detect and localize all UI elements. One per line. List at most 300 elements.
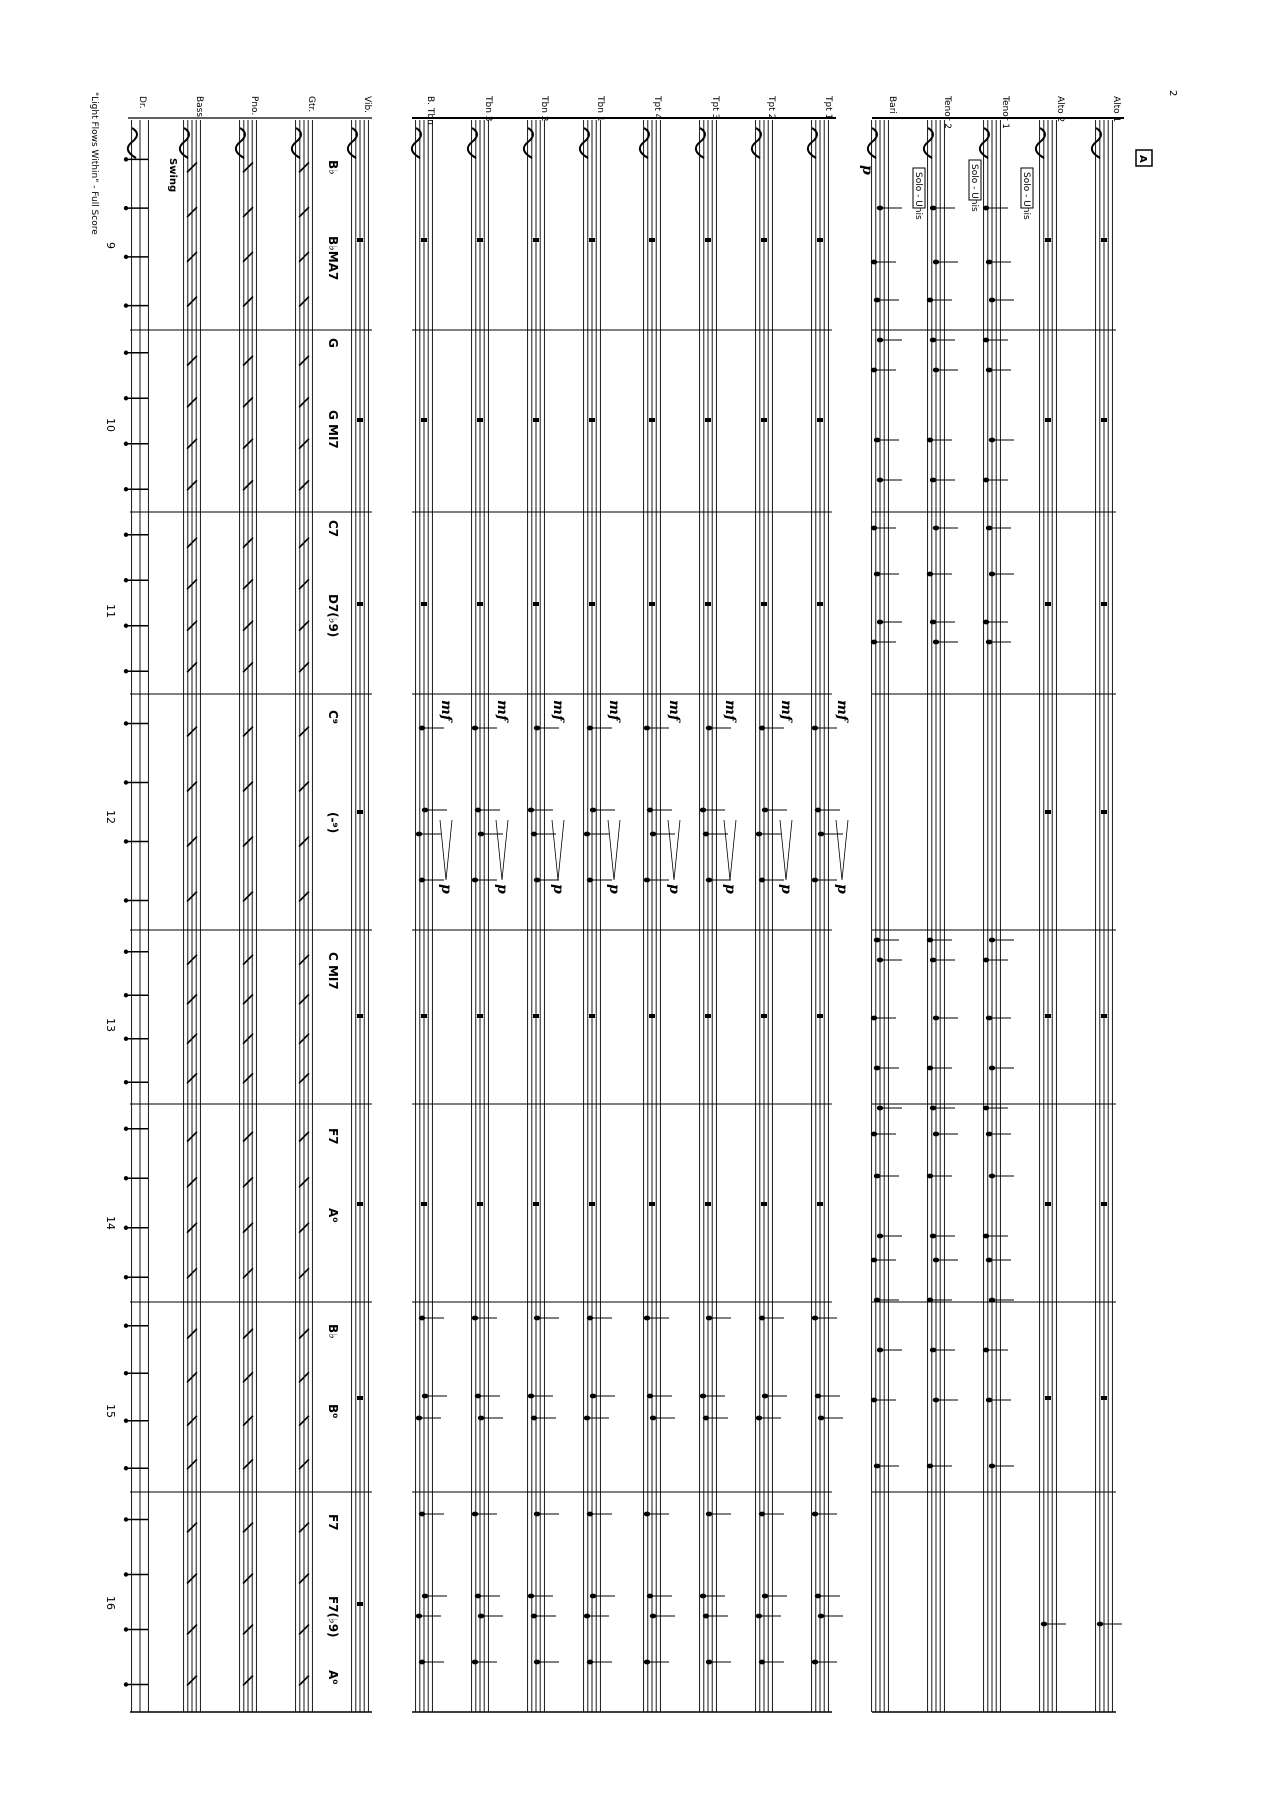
notehead bbox=[871, 640, 877, 645]
chord-symbol: F7 bbox=[326, 1514, 340, 1531]
staff-label-tpt-2: Tpt 2 bbox=[766, 96, 776, 120]
drum-notehead bbox=[124, 1080, 128, 1084]
staff-label-tbn-3: Tbn 3 bbox=[483, 96, 493, 122]
dynamic-mf: mf bbox=[494, 700, 510, 721]
whole-rest bbox=[1101, 1396, 1107, 1400]
staff bbox=[752, 120, 773, 1712]
dynamic-mf: mf bbox=[778, 700, 794, 721]
drum-notehead bbox=[124, 1517, 128, 1521]
dynamic-mf: mf bbox=[438, 700, 454, 721]
chord-symbol: A⁰ bbox=[326, 1208, 340, 1223]
notehead bbox=[700, 1394, 706, 1399]
notehead bbox=[756, 832, 762, 837]
whole-rest bbox=[705, 1014, 711, 1018]
whole-rest bbox=[1045, 1396, 1051, 1400]
whole-rest bbox=[705, 418, 711, 422]
whole-rest bbox=[421, 1014, 427, 1018]
notehead bbox=[877, 1234, 883, 1239]
notehead bbox=[933, 260, 939, 265]
notehead bbox=[587, 1512, 593, 1517]
notehead bbox=[419, 878, 425, 883]
notehead bbox=[871, 260, 877, 265]
notehead bbox=[650, 832, 656, 837]
notehead bbox=[706, 1316, 712, 1321]
whole-rest bbox=[649, 602, 655, 606]
whole-rest bbox=[705, 1202, 711, 1206]
notehead bbox=[419, 1316, 425, 1321]
whole-rest bbox=[1101, 1014, 1107, 1018]
staff-label-pno: Pno. bbox=[249, 96, 259, 116]
drum-notehead bbox=[124, 1127, 128, 1131]
notehead bbox=[933, 368, 939, 373]
drum-notehead bbox=[124, 1466, 128, 1470]
notehead bbox=[933, 1258, 939, 1263]
notehead bbox=[989, 298, 995, 303]
notehead bbox=[584, 832, 590, 837]
measure-number-13: 13 bbox=[104, 1018, 117, 1032]
staff bbox=[1036, 120, 1057, 1712]
notehead bbox=[644, 726, 650, 731]
notehead bbox=[989, 1464, 995, 1469]
notehead bbox=[756, 1614, 762, 1619]
whole-rest bbox=[421, 418, 427, 422]
decrescendo-hairpin bbox=[608, 820, 620, 880]
staff bbox=[868, 120, 889, 1712]
staff-label-tenor-2: Tenor 2 bbox=[942, 96, 952, 130]
notehead bbox=[815, 1394, 821, 1399]
whole-rest bbox=[589, 602, 595, 606]
chord-symbol: F7(♭9) bbox=[326, 1596, 340, 1638]
staff-label-b-tbn: B. Tbn bbox=[425, 96, 435, 125]
notehead bbox=[478, 1614, 484, 1619]
staff bbox=[580, 120, 601, 1712]
notehead bbox=[871, 1132, 877, 1137]
drum-notehead bbox=[124, 533, 128, 537]
whole-rest bbox=[1045, 1014, 1051, 1018]
notehead bbox=[475, 808, 481, 813]
notehead bbox=[874, 938, 880, 943]
whole-rest bbox=[357, 238, 363, 242]
drum-notehead bbox=[124, 950, 128, 954]
chord-symbol: B♭MA7 bbox=[326, 236, 340, 281]
drum-notehead bbox=[124, 255, 128, 259]
notehead bbox=[478, 832, 484, 837]
notehead bbox=[933, 1132, 939, 1137]
whole-rest bbox=[817, 238, 823, 242]
notehead bbox=[1097, 1622, 1103, 1627]
notehead bbox=[478, 1416, 484, 1421]
notehead bbox=[534, 1512, 540, 1517]
notehead bbox=[700, 1594, 706, 1599]
measure-number-15: 15 bbox=[104, 1404, 117, 1418]
staff-label-alto-2: Alto 2 bbox=[1055, 96, 1065, 123]
drum-notehead bbox=[124, 1371, 128, 1375]
notehead bbox=[983, 478, 989, 483]
notehead bbox=[927, 438, 933, 443]
notehead bbox=[986, 1132, 992, 1137]
notehead bbox=[983, 620, 989, 625]
decrescendo-hairpin bbox=[440, 820, 452, 880]
chord-symbol: G bbox=[326, 338, 340, 348]
notehead bbox=[877, 206, 883, 211]
section-text: Swing bbox=[167, 158, 178, 193]
dynamic-p: p bbox=[722, 884, 738, 894]
whole-rest bbox=[357, 1396, 363, 1400]
notehead bbox=[528, 1394, 534, 1399]
notehead bbox=[703, 1416, 709, 1421]
rehearsal-mark bbox=[1136, 150, 1152, 166]
drum-notehead bbox=[124, 993, 128, 997]
drum-notehead bbox=[124, 487, 128, 491]
drum-notehead bbox=[124, 669, 128, 673]
notehead bbox=[416, 832, 422, 837]
notehead bbox=[647, 1394, 653, 1399]
notehead bbox=[756, 1416, 762, 1421]
notehead bbox=[983, 1106, 989, 1111]
notehead bbox=[871, 1016, 877, 1021]
solo-unis-text: Solo - Unis bbox=[1021, 172, 1031, 220]
notehead bbox=[986, 526, 992, 531]
staff-label-tpt-3: Tpt 3 bbox=[710, 96, 720, 120]
chord-symbol: C⁹ bbox=[326, 710, 340, 725]
decrescendo-hairpin bbox=[496, 820, 508, 880]
chord-symbol: G MI7 bbox=[326, 410, 340, 449]
staff bbox=[292, 120, 313, 1712]
notehead bbox=[762, 1594, 768, 1599]
dynamic-p: p bbox=[606, 884, 622, 894]
notehead bbox=[644, 1316, 650, 1321]
staff-label-gtr: Gtr. bbox=[306, 96, 316, 113]
notehead bbox=[877, 478, 883, 483]
dynamic-mf: mf bbox=[550, 700, 566, 721]
notehead bbox=[419, 726, 425, 731]
whole-rest bbox=[1101, 418, 1107, 422]
drum-notehead bbox=[124, 206, 128, 210]
notehead bbox=[587, 878, 593, 883]
staff bbox=[348, 120, 369, 1712]
notehead bbox=[650, 1416, 656, 1421]
notehead bbox=[759, 1512, 765, 1517]
dynamic-p: p bbox=[494, 884, 510, 894]
notehead bbox=[930, 620, 936, 625]
whole-rest bbox=[357, 810, 363, 814]
notehead bbox=[818, 1416, 824, 1421]
notehead bbox=[647, 1594, 653, 1599]
drum-notehead bbox=[124, 396, 128, 400]
whole-rest bbox=[1045, 602, 1051, 606]
dynamic-mf: mf bbox=[666, 700, 682, 721]
whole-rest bbox=[589, 1202, 595, 1206]
notehead bbox=[871, 526, 877, 531]
notehead bbox=[927, 1066, 933, 1071]
notehead bbox=[989, 572, 995, 577]
whole-rest bbox=[1045, 1202, 1051, 1206]
whole-rest bbox=[761, 418, 767, 422]
whole-rest bbox=[357, 1602, 363, 1606]
whole-rest bbox=[1101, 602, 1107, 606]
measure-number-11: 11 bbox=[104, 604, 117, 618]
notehead bbox=[986, 368, 992, 373]
whole-rest bbox=[1045, 418, 1051, 422]
notehead bbox=[877, 620, 883, 625]
notehead bbox=[647, 808, 653, 813]
notehead bbox=[706, 1512, 712, 1517]
whole-rest bbox=[357, 418, 363, 422]
notehead bbox=[419, 1660, 425, 1665]
notehead bbox=[534, 1660, 540, 1665]
notehead bbox=[472, 878, 478, 883]
drum-notehead bbox=[124, 1572, 128, 1576]
staff-label-bass: Bass bbox=[194, 96, 204, 118]
notehead bbox=[812, 1316, 818, 1321]
notehead bbox=[700, 808, 706, 813]
solo-unis-text: Solo - Unis bbox=[913, 172, 923, 220]
notehead bbox=[706, 726, 712, 731]
staff bbox=[236, 120, 257, 1712]
staff bbox=[980, 120, 1001, 1712]
notehead bbox=[874, 1298, 880, 1303]
whole-rest bbox=[1045, 238, 1051, 242]
staff bbox=[128, 120, 149, 1712]
whole-rest bbox=[589, 1014, 595, 1018]
drum-notehead bbox=[124, 1627, 128, 1631]
drum-notehead bbox=[124, 157, 128, 161]
notehead bbox=[528, 808, 534, 813]
solo-unis-box bbox=[969, 160, 981, 212]
whole-rest bbox=[649, 1202, 655, 1206]
notehead bbox=[930, 1106, 936, 1111]
notehead bbox=[534, 878, 540, 883]
measure-number-9: 9 bbox=[104, 242, 117, 249]
notehead bbox=[422, 808, 428, 813]
whole-rest bbox=[421, 602, 427, 606]
whole-rest bbox=[357, 1202, 363, 1206]
staff bbox=[412, 120, 433, 1712]
staff-label-tbn-1: Tbn 1 bbox=[595, 96, 605, 122]
staff bbox=[180, 120, 201, 1712]
notehead bbox=[874, 438, 880, 443]
notehead bbox=[983, 1348, 989, 1353]
drum-notehead bbox=[124, 624, 128, 628]
notehead bbox=[472, 1512, 478, 1517]
notehead bbox=[989, 1174, 995, 1179]
drum-notehead bbox=[124, 780, 128, 784]
chord-symbol: C MI7 bbox=[326, 952, 340, 990]
staff bbox=[1092, 120, 1113, 1712]
notehead bbox=[472, 1316, 478, 1321]
notehead bbox=[534, 1316, 540, 1321]
whole-rest bbox=[705, 602, 711, 606]
solo-unis-box bbox=[913, 168, 925, 220]
whole-rest bbox=[421, 238, 427, 242]
notes bbox=[124, 157, 1122, 1687]
staff bbox=[924, 120, 945, 1712]
staff-label-tpt-4: Tpt 4 bbox=[652, 96, 662, 120]
dynamic-p: p bbox=[834, 884, 850, 894]
solo-unis-text: Solo - Unis bbox=[969, 164, 979, 212]
notehead bbox=[989, 938, 995, 943]
notehead bbox=[762, 1394, 768, 1399]
notehead bbox=[983, 338, 989, 343]
whole-rest bbox=[761, 238, 767, 242]
drum-notehead bbox=[124, 1226, 128, 1230]
drum-notehead bbox=[124, 303, 128, 307]
notehead bbox=[1041, 1622, 1047, 1627]
drum-notehead bbox=[124, 839, 128, 843]
whole-rest bbox=[533, 1014, 539, 1018]
notehead bbox=[927, 938, 933, 943]
drum-notehead bbox=[124, 1419, 128, 1423]
measure-number-12: 12 bbox=[104, 810, 117, 824]
staff bbox=[808, 120, 829, 1712]
notehead bbox=[703, 1614, 709, 1619]
dynamic-p: p bbox=[550, 884, 566, 894]
notehead bbox=[933, 1398, 939, 1403]
whole-rest bbox=[817, 1014, 823, 1018]
notehead bbox=[584, 1416, 590, 1421]
notehead bbox=[871, 368, 877, 373]
notehead bbox=[422, 1394, 428, 1399]
decrescendo-hairpin bbox=[668, 820, 680, 880]
notehead bbox=[472, 726, 478, 731]
notehead bbox=[531, 1614, 537, 1619]
whole-rest bbox=[533, 418, 539, 422]
staff-label-dr: Dr. bbox=[137, 96, 147, 109]
notehead bbox=[644, 1660, 650, 1665]
notehead bbox=[818, 832, 824, 837]
notehead bbox=[930, 958, 936, 963]
notehead bbox=[759, 1316, 765, 1321]
dynamic-p: p bbox=[859, 165, 875, 175]
notehead bbox=[989, 438, 995, 443]
drum-notehead bbox=[124, 1682, 128, 1686]
notehead bbox=[584, 1614, 590, 1619]
drum-notehead bbox=[124, 442, 128, 446]
decrescendo-hairpin bbox=[836, 820, 848, 880]
notehead bbox=[927, 572, 933, 577]
staff-label-vib: Vib. bbox=[362, 96, 372, 114]
whole-rest bbox=[761, 1014, 767, 1018]
notehead bbox=[759, 1660, 765, 1665]
notehead bbox=[871, 1258, 877, 1263]
notehead bbox=[475, 1594, 481, 1599]
chord-symbol: (-⁹) bbox=[326, 812, 340, 834]
notehead bbox=[644, 878, 650, 883]
staff-label-tenor-1: Tenor 1 bbox=[1000, 96, 1010, 130]
whole-rest bbox=[817, 418, 823, 422]
notehead bbox=[877, 958, 883, 963]
notehead bbox=[650, 1614, 656, 1619]
notehead bbox=[877, 338, 883, 343]
staff-system bbox=[128, 120, 1113, 1712]
whole-rest bbox=[1045, 810, 1051, 814]
notehead bbox=[759, 878, 765, 883]
notehead bbox=[706, 878, 712, 883]
notehead bbox=[874, 298, 880, 303]
solo-unis-box bbox=[1021, 168, 1033, 220]
measure-number-10: 10 bbox=[104, 418, 117, 432]
whole-rest bbox=[357, 1014, 363, 1018]
notehead bbox=[930, 478, 936, 483]
notehead bbox=[644, 1512, 650, 1517]
notehead bbox=[986, 1258, 992, 1263]
staff bbox=[696, 120, 717, 1712]
notehead bbox=[706, 1660, 712, 1665]
chord-symbol: B♭ bbox=[326, 160, 340, 175]
notehead bbox=[475, 1394, 481, 1399]
notehead bbox=[986, 640, 992, 645]
notehead bbox=[874, 1174, 880, 1179]
notehead bbox=[877, 1106, 883, 1111]
notehead bbox=[927, 1174, 933, 1179]
notehead bbox=[818, 1614, 824, 1619]
chord-symbol: A⁰ bbox=[326, 1670, 340, 1685]
notehead bbox=[874, 1464, 880, 1469]
whole-rest bbox=[477, 238, 483, 242]
drum-notehead bbox=[124, 351, 128, 355]
drum-notehead bbox=[124, 578, 128, 582]
whole-rest bbox=[477, 1202, 483, 1206]
whole-rest bbox=[357, 602, 363, 606]
notehead bbox=[419, 1512, 425, 1517]
dynamic-mf: mf bbox=[834, 700, 850, 721]
whole-rest bbox=[477, 602, 483, 606]
whole-rest bbox=[533, 602, 539, 606]
notehead bbox=[812, 1660, 818, 1665]
notehead bbox=[986, 260, 992, 265]
dynamic-mf: mf bbox=[606, 700, 622, 721]
staff bbox=[640, 120, 661, 1712]
decrescendo-hairpin bbox=[724, 820, 736, 880]
whole-rest bbox=[705, 238, 711, 242]
notehead bbox=[989, 1298, 995, 1303]
notehead bbox=[590, 808, 596, 813]
whole-rest bbox=[421, 1202, 427, 1206]
whole-rest bbox=[649, 238, 655, 242]
dynamic-p: p bbox=[666, 884, 682, 894]
chord-symbol: C7 bbox=[326, 520, 340, 538]
notehead bbox=[986, 1016, 992, 1021]
notehead bbox=[587, 726, 593, 731]
whole-rest bbox=[761, 1202, 767, 1206]
notehead bbox=[587, 1660, 593, 1665]
page-number: 2 bbox=[1167, 90, 1178, 97]
notehead bbox=[590, 1594, 596, 1599]
measure-number-16: 16 bbox=[104, 1596, 117, 1610]
notehead bbox=[815, 808, 821, 813]
notehead bbox=[874, 1066, 880, 1071]
notehead bbox=[587, 1316, 593, 1321]
whole-rest bbox=[817, 1202, 823, 1206]
notehead bbox=[989, 1066, 995, 1071]
notehead bbox=[812, 726, 818, 731]
chord-symbol: B⁰ bbox=[326, 1404, 340, 1419]
notehead bbox=[930, 206, 936, 211]
running-header: "Light Flows Within" - Full Score bbox=[89, 92, 99, 235]
notehead bbox=[815, 1594, 821, 1599]
notehead bbox=[986, 1398, 992, 1403]
notehead bbox=[534, 726, 540, 731]
notehead bbox=[871, 1398, 877, 1403]
notehead bbox=[927, 298, 933, 303]
notehead bbox=[528, 1594, 534, 1599]
drum-notehead bbox=[124, 721, 128, 725]
notehead bbox=[812, 878, 818, 883]
notehead bbox=[762, 808, 768, 813]
notehead bbox=[472, 1660, 478, 1665]
notehead bbox=[983, 206, 989, 211]
notehead bbox=[983, 958, 989, 963]
